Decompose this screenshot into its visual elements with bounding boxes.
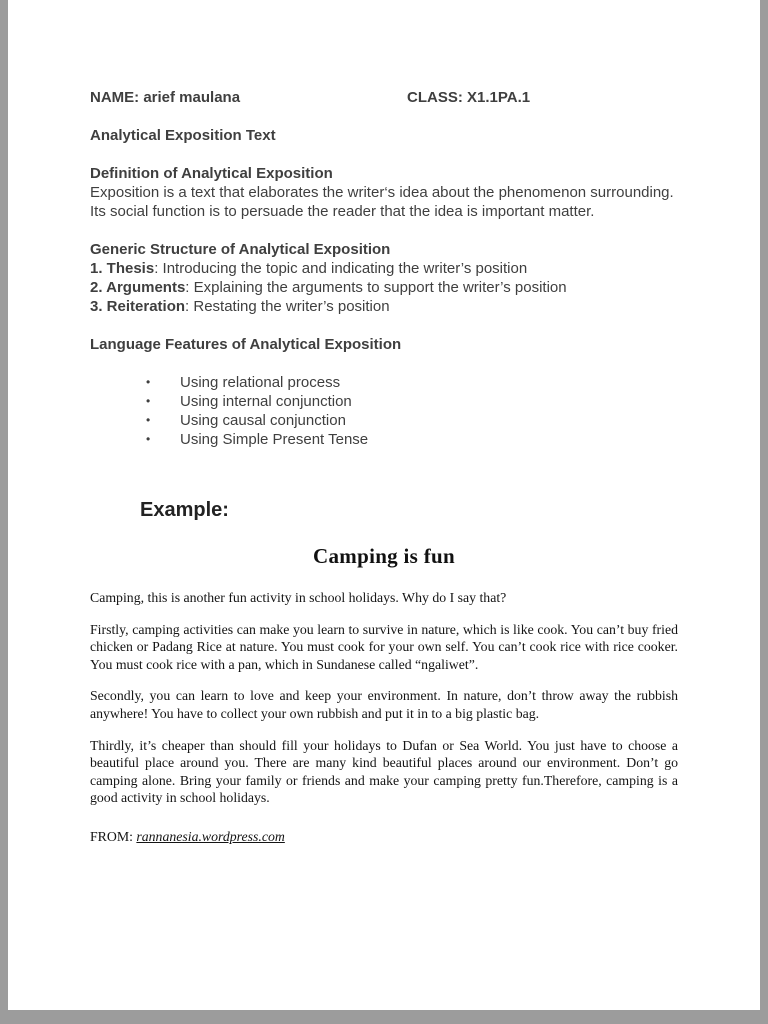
bullet-icon: • (146, 413, 151, 427)
definition-body: Exposition is a text that elaborates the writer‘s idea about the phenomenon surrounding. Its social function is to persuade the reader that the idea is important matter. (90, 184, 674, 220)
language-features-heading: Language Features of Analytical Exposition (90, 336, 402, 353)
definition-heading: Definition of Analytical Exposition (90, 165, 333, 182)
source-label: FROM: (90, 828, 137, 844)
example-paragraph: Secondly, you can learn to love and keep your environment. In nature, don’t throw away the rubbish anywhere! You have to collect your own rubbish and put it in to a big plastic bag. (90, 688, 678, 721)
source-line (90, 828, 678, 846)
example-paragraph: Camping, this is another fun activity in school holidays. Why do I say that? (90, 590, 507, 605)
bullet-icon: • (146, 432, 151, 446)
structure-term: 2. Arguments (90, 279, 186, 296)
language-features-list (90, 373, 678, 449)
list-item-label: Using causal conjunction (180, 412, 346, 429)
example-paragraph: Thirdly, it’s cheaper than should fill your holidays to Dufan or Sea World. You just have to choose a beautiful place around you. There are many kind beautiful places around our environment. Don’t go camping alone. Bring your family or friends and make your camping pretty fun.Therefore, camping is a good activity in school holidays. (90, 737, 678, 806)
bullet-icon: • (146, 394, 151, 408)
structure-item-reiteration (90, 297, 678, 316)
list-item (90, 430, 678, 449)
list-item-label: Using internal conjunction (180, 393, 352, 410)
source-link[interactable]: rannanesia.wordpress.com (136, 828, 285, 844)
list-item (90, 392, 678, 411)
structure-desc: : Restating the writer’s position (185, 298, 390, 315)
header-row (90, 88, 678, 107)
list-item-label: Using Simple Present Tense (180, 431, 369, 448)
student-name: NAME: arief maulana (90, 89, 241, 106)
example-label: Example: (140, 499, 229, 521)
structure-desc: : Explaining the arguments to support the writer’s position (185, 279, 567, 296)
document-page (8, 0, 760, 1010)
list-item-label: Using relational process (180, 374, 341, 391)
example-title: Camping is fun (313, 544, 455, 568)
structure-term: 3. Reiteration (90, 298, 186, 315)
generic-structure-list (90, 259, 678, 316)
structure-term: 1. Thesis (90, 260, 155, 277)
list-item (90, 373, 678, 392)
document-title: Analytical Exposition Text (90, 127, 276, 144)
example-paragraph: Firstly, camping activities can make you learn to survive in nature, which is like cook. You can’t buy fried chicken or Padang Rice at nature. You must cook for your own self. You can’t cook rice with rice cooker. You must cook rice with a pan, which in Sundanese called “ngaliwet”. (90, 621, 678, 672)
generic-structure-heading: Generic Structure of Analytical Exposition (90, 241, 391, 258)
structure-item-arguments (90, 278, 678, 297)
structure-desc: : Introducing the topic and indicating the writer’s position (154, 260, 528, 277)
structure-item-thesis (90, 259, 678, 278)
bullet-icon: • (146, 375, 151, 389)
student-class: CLASS: X1.1PA.1 (407, 89, 531, 106)
list-item (90, 411, 678, 430)
